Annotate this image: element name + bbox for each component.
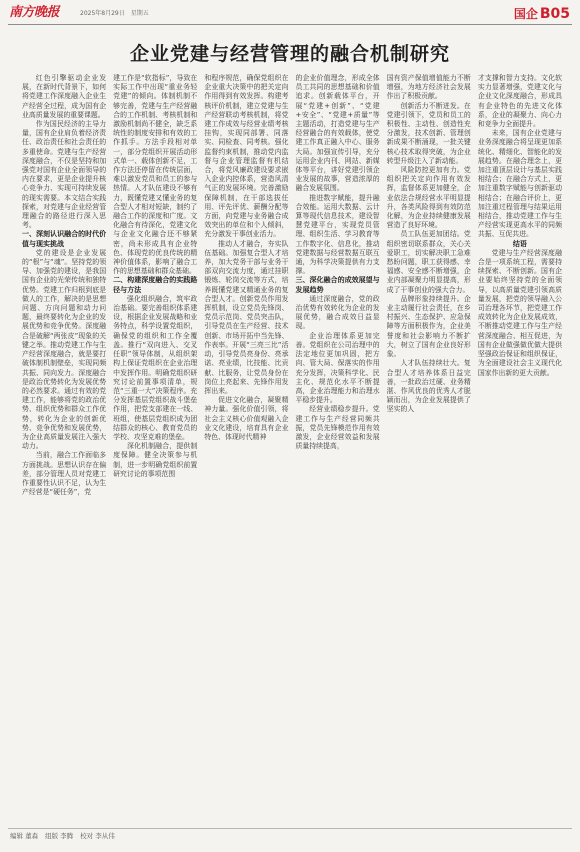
- article-title: 企业党建与经营管理的融合机制研究: [129, 43, 450, 65]
- paragraph: 员工队伍更加团结。党组织密切联系群众，关心关爱职工，切实解决职工急难愁盼问题，职工获得感、幸福感、安全感不断增强，企业内部凝聚力明显提高，形成了干事创业的强大合力。: [386, 230, 471, 294]
- weekday-text: 星期五: [130, 10, 149, 17]
- section-heading: 二、构建深度融合的实践路径与方法: [113, 276, 198, 294]
- text-column: [204, 74, 288, 497]
- paragraph: 品牌形象持续提升。企业主动履行社会责任，在乡村振兴、生态保护、应急保障等方面积极作为，企业美誉度和社会影响力不断扩大，树立了国有企业良好形象。: [386, 294, 471, 359]
- article-columns: [22, 74, 562, 497]
- section-name: 国企: [513, 7, 538, 21]
- paragraph: 深化机制融合，提供制度保障。健全决策参与机制，进一步明确党组织前置研究讨论的事项范围: [113, 442, 198, 478]
- paragraph: 和程序规范，确保党组织在企业重大决策中的把关定向作用得到有效发挥。构建考核评价机制，建立党建与生产经营联动考核机制，将党建工作成效与经营业绩考核挂钩，实现同部署、同落实、同检查、同考核。强化监督约束机制，推动党内监督与企业管理监督有机结合，将党风廉政建设要求嵌入企业内控体系，营造风清气正的发展环境。完善激励保障机制，在干部选拔任用、评先评优、薪酬分配等方面，向党建与业务融合成效突出的单位和个人倾斜，充分激发干事创业活力。: [204, 74, 289, 239]
- paragraph: 企业治理体系更加完善。党组织在公司治理中的法定地位更加巩固，把方向、管大局、保落实的作用充分发挥，决策科学化、民主化、规范化水平不断提高，企业治理能力和治理水平稳步提升。: [295, 331, 380, 405]
- paragraph: 推动人才融合，夯实队伍基础。加强复合型人才培养，加大党务干部与业务干部双向交流力度，通过挂职锻炼、轮岗交流等方式，培养既懂党建又精通业务的复合型人才。创新党员作用发挥机制，设立党员先锋岗、党员示范岗、党员突击队，引导党员在生产经营、技术创新、市场开拓中当先锋、作表率。开展“三亮三比”活动，引导党员亮身份、亮承诺、亮业绩，比技能、比贡献、比服务，让党员身份在岗位上亮起来、先锋作用发挥出来。: [204, 239, 289, 395]
- paragraph: 的企业价值理念，形成全体员工共同的思想基础和价值追求。创新载体平台，开展“党建+创新”、“党建+安全”、“党建+质量”等主题活动，打造党建与生产经营融合的有效载体，使党建工作真正融入中心、服务大局。加强宣传引导，充分运用企业内刊、网站、新媒体等平台，讲好党建引领企业发展的故事，营造浓厚的融合发展氛围。: [295, 74, 380, 193]
- paragraph: 未来，国有企业党建与业务深度融合将呈现更加系统化、精细化、智能化的发展趋势。在融合理念上，更加注重顶层设计与基层实践相结合；在融合方式上，更加注重数字赋能与创新驱动相结合；在融合评价上，更加注重过程管理与结果运用相结合，推动党建工作与生产经营实现更高水平的同频共振、互促共进。: [477, 129, 562, 239]
- text-column: [113, 74, 197, 497]
- paragraph: 促进文化融合，凝聚精神力量。强化价值引领，将社会主义核心价值观融入企业文化建设，培育具有企业特色、体现时代精神: [204, 396, 289, 441]
- paragraph: 作为国民经济的主导力量，国有企业肩负着经济责任、政治责任和社会责任的多重使命。党建与生产经营深度融合，不仅是坚持和加强党对国有企业全面领导的内在要求，更是企业提升核心竞争力、实现可持续发展的现实需要。本文结合实践探索，对党建与企业经营管理融合的路径进行深入思考。: [22, 120, 107, 230]
- section-heading: 结语: [512, 239, 527, 248]
- header-divider: [8, 24, 572, 25]
- text-column: [22, 74, 106, 497]
- page-credits: [10, 832, 122, 841]
- paragraph: 通过深度融合，党的政治优势有效转化为企业的发展优势，融合成效日益显现。: [295, 294, 380, 331]
- paragraph: 人才队伍持续壮大。复合型人才培养体系日益完善，一批政治过硬、业务精湛、作风优良的优秀人才脱颖而出，为企业发展提供了坚实的人: [386, 359, 471, 414]
- paragraph: 风险防控更加有力。党组织把关定向作用有效发挥，监督体系更加健全，企业依法合规经营水平明显提升，各类风险得到有效防范化解，为企业持续健康发展营造了良好环境。: [386, 166, 471, 230]
- text-column: [478, 74, 562, 497]
- paragraph: 党建与生产经营深度融合是一项系统工程，需要持续探索、不断创新。国有企业要始终坚持党的全面领导，以高质量党建引领高质量发展，把党的领导融入公司治理各环节，把党建工作成效转化为企业发展成效，不断推动党建工作与生产经营深度融合、相互促进，为国有企业做强做优做大提供坚强政治保证和组织保证，为全面建设社会主义现代化国家作出新的更大贡献。: [477, 248, 562, 377]
- date-text: 2025年8月29日: [80, 10, 125, 17]
- layout-credit: 组版 李腾: [45, 832, 74, 840]
- paragraph: 推进数字赋能，提升融合效能。运用大数据、云计算等现代信息技术，建设智慧党建平台，实现党员管理、组织生活、学习教育等工作数字化、信息化，推动党建数据与经营数据互联互通，为科学决策提供有力支撑。: [295, 193, 380, 276]
- text-column: [387, 74, 471, 497]
- section-heading: 一、深刻认识融合的时代价值与现实挑战: [22, 230, 107, 248]
- paragraph: 创新活力不断迸发。在党建引领下，党员和员工的积极性、主动性、创造性充分激发，技术创新、管理创新成果不断涌现，一批关键核心技术取得突破，为企业转型升级注入了新动能。: [386, 101, 471, 165]
- paragraph: 党的建设是企业发展的“根”与“魂”。坚持党的领导、加强党的建设，是我国国有企业的光荣传统和独特优势。党建工作归根到底是做人的工作，解决的是思想问题、方向问题和动力问题，最终要转化为企业的发展优势和竞争优势。深度融合是破解“两张皮”现象的关键之举。推动党建工作与生产经营深度融合，就是要打破体制机制壁垒，实现同频共振、同向发力。深度融合是政治优势转化为发展优势的必然要求。通过有效的党建工作，能够将党的政治优势、组织优势和群众工作优势，转化为企业的创新优势、竞争优势和发展优势，为企业高质量发展注入强大动力。: [22, 248, 107, 451]
- paragraph: 当前，融合工作面临多方面挑战。思想认识存在偏差，部分管理人员对党建工作重要性认识不足，认为生产经营是“硬任务”，党: [22, 451, 107, 497]
- page-number: B05: [539, 6, 570, 22]
- paragraph: 红色引擎驱动企业发展，在新时代背景下，如何将党建工作深度融入企业生产经营全过程，成为国有企业高质量发展的重要课题。: [22, 74, 107, 119]
- paragraph: 国有资产保值增值能力不断增强，为地方经济社会发展作出了积极贡献。: [386, 74, 471, 101]
- proofreader-credit: 校对 李从伟: [80, 832, 115, 840]
- text-column: [295, 74, 379, 497]
- editor-credit: 编辑 董森: [10, 832, 39, 840]
- paragraph: 强化组织融合，筑牢政治基础。要完善组织体系建设，根据企业发展战略和业务特点，科学设置党组织，确保党的组织和工作全覆盖。推行“双向进入、交叉任职”领导体制，从组织架构上保证党组织在企业治理中发挥作用。明确党组织研究讨论前置事项清单，规范“三重一大”决策程序。充分发挥基层党组织战斗堡垒作用，把党支部建在一线、班组，使基层党组织成为团结群众的核心、教育党员的学校、攻坚克难的堡垒。: [113, 294, 198, 441]
- paragraph: 才支撑和智力支持。文化软实力显著增强，党建文化与企业文化深度融合，形成具有企业特色的先进文化体系，企业的凝聚力、向心力和竞争力全面提升。: [477, 74, 562, 129]
- footer-divider: [8, 828, 572, 829]
- paragraph: 经营业绩稳步提升。党建工作与生产经营同频共振，党员先锋模范作用有效激发，企业经营效益和发展质量持续提高，: [295, 405, 380, 451]
- paragraph: 建工作是“软指标”，导致在实际工作中出现“重业务轻党建”的倾向。体制机制不够完善，党建与生产经营融合的工作机制、考核机制和激励机制尚不健全，缺乏系统性的制度安排和有效的工作抓手。方法手段相对单一，部分党组织开展活动形式单一、载体创新不足，工作方法还停留在传统层面，难以激发党员和员工的参与热情。人才队伍建设不够有力，既懂党建又懂业务的复合型人才相对短缺，制约了融合工作的深度和广度。文化融合有待深化，党建文化与企业文化融合还不够紧密，尚未形成具有企业特色、体现党的优良传统的精神价值体系，影响了融合工作的思想基础和群众基础。: [113, 74, 198, 276]
- section-label: [514, 5, 570, 22]
- issue-date: [80, 10, 155, 18]
- section-heading: 三、深化融合的成效展望与发展趋势: [295, 276, 380, 294]
- newspaper-logo: 南方晚报: [9, 5, 60, 20]
